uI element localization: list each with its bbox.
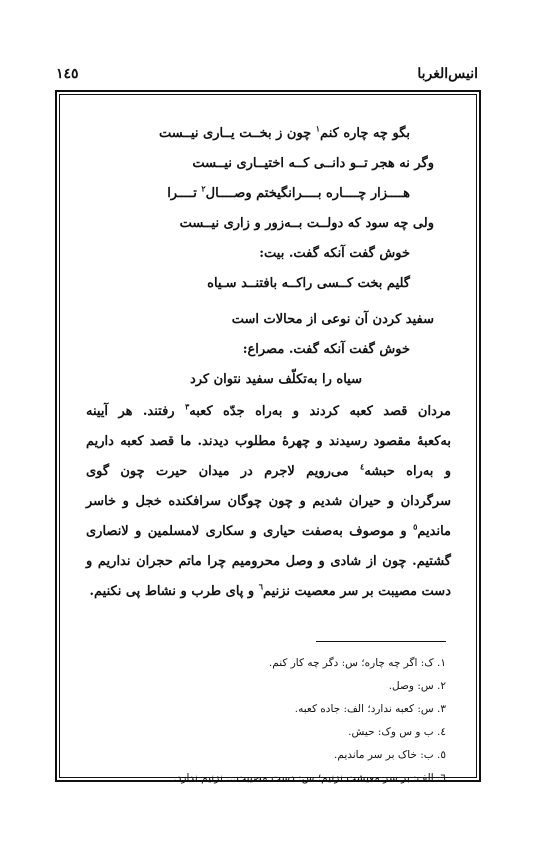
- verse-line: [190, 372, 362, 387]
- verse-line: [158, 123, 410, 141]
- footnote-ref: ٣: [184, 401, 190, 412]
- prose-line: [86, 581, 451, 599]
- footnote-ref: ٦: [258, 581, 264, 592]
- verse-text: چون ز بخــت یــاری نیــست: [158, 126, 316, 141]
- prose-text: و به‌راه حبشه: [364, 464, 451, 479]
- prose-text: گشتیم. چون از شادی و وصل محرومیم چرا ماتم حجران نداریم و: [86, 554, 451, 569]
- verse-line: [207, 276, 410, 291]
- footnote: ٤. ب و س وک: حیش.: [348, 726, 446, 738]
- prose-text: می‌رویم لاجرم در میدان حیرت چون گوی: [86, 464, 361, 479]
- page-header: [56, 66, 478, 86]
- verse-text: هــــزار چــــاره بــــرانگیختم وصــــال: [205, 186, 410, 201]
- verse-text: سفید کردن آن نوعی از محالات است: [231, 312, 434, 327]
- prose-text: و پای طرب و نشاط پی نکنیم.: [89, 584, 259, 599]
- footnote: ٥. ب: خاک بر سر ماندیم.: [334, 749, 446, 761]
- prose-line: [86, 434, 451, 449]
- verse-line: [232, 312, 434, 327]
- running-title: انیس‌الغربا: [417, 66, 478, 82]
- prose-line: [86, 401, 451, 419]
- verse-text: خوش گفت آنکه گفت. بیت:: [259, 246, 410, 261]
- verse-line: [259, 246, 410, 261]
- verse-text: وگر نه هجر تــو دانــی کــه اختیــاری نیــست: [192, 156, 434, 171]
- prose-line: [86, 521, 451, 539]
- verse-text: بگو چه چاره کنم: [320, 126, 410, 141]
- prose-text: رفتند. هر آیینه: [86, 404, 185, 419]
- prose-line: [86, 554, 451, 569]
- verse-line: [243, 342, 410, 357]
- verse-text: تــــرا: [167, 186, 202, 201]
- prose-line: [86, 494, 451, 509]
- footnote-ref: ٥: [413, 521, 418, 532]
- verse-line: [192, 156, 434, 171]
- footnote-divider: [316, 641, 446, 642]
- verse-line: [180, 216, 434, 231]
- verse-text: سیاه را به‌تکلّف سفید نتوان کرد: [189, 372, 362, 387]
- footnote: ٣. س: کعبه ندارد؛ الف: جاده کعبه.: [294, 703, 446, 715]
- page-number: ١٤٥: [56, 66, 79, 82]
- prose-text: و موصوف به‌صفت حیاری و سکاری لامسلمین و لانصاری: [86, 524, 414, 539]
- footnote-ref: ١: [315, 123, 321, 134]
- prose-text: مردان قصد کعبه کردند و به‌راه جدّه کعبه: [189, 404, 451, 419]
- footnote-ref: ٤: [360, 461, 365, 472]
- footnote: ١. ک: اگر چه چاره؛ س: دگر چه کار کنم.: [268, 657, 446, 669]
- prose-text: سرگردان و حیران شدیم و چون چوگان سرافکنده خجل و خاسر: [86, 494, 451, 509]
- verse-line: [167, 183, 410, 201]
- footnote: ٦. الف: بر سر معیشت نزنیم؛ س: دست مصیبت... نزنیم ندارد.: [173, 772, 446, 784]
- prose-text: ماندیم: [417, 524, 451, 539]
- prose-line: [86, 461, 451, 479]
- footnote: ٢. س: وصل.: [388, 680, 446, 692]
- verse-text: خوش گفت آنکه گفت. مصراع:: [242, 342, 410, 357]
- verse-text: گلیم بخت کــسی راکــه بافتنــد سـیاه: [207, 276, 410, 291]
- prose-text: دست مصیبت بر سر معصیت نزنیم: [263, 584, 451, 599]
- verse-text: ولی چه سود که دولــت بــه‌زور و زاری نیــست: [179, 216, 434, 231]
- footnote-ref: ٢: [201, 183, 206, 194]
- prose-text: به‌کعبهٔ مقصود رسیدند و چهرهٔ مطلوب دیدند. ما قصد کعبه داریم: [86, 434, 451, 449]
